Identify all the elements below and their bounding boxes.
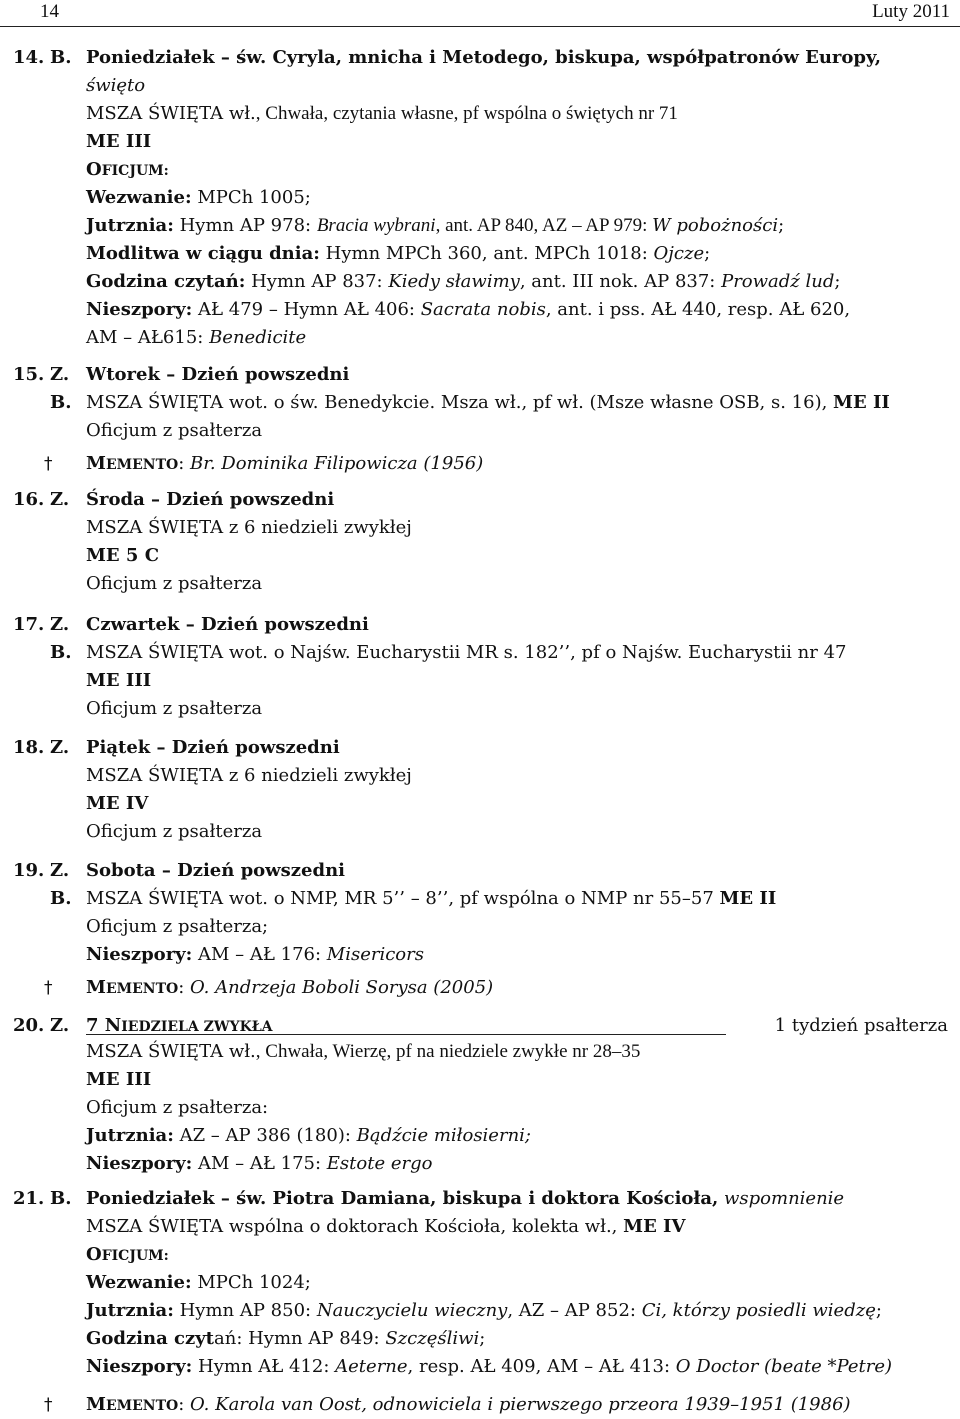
day-21-jutrznia: Jutrznia: Hymn AP 850: Nauczycielu wieczny, AZ – AP 852: Ci, którzy posiedli wiedzę; [86, 1300, 882, 1321]
nieszpory-label: Nieszpory: [86, 944, 193, 965]
me-label: ME III [86, 1069, 152, 1090]
day-rank: święto [86, 75, 146, 96]
wezwanie-text: MPCh 1005; [191, 187, 311, 208]
dagger-icon: † [44, 1395, 53, 1415]
day-14-am: AM – AŁ615: Benedicite [86, 327, 307, 348]
day-rank: wspomnienie [718, 1188, 845, 1209]
day-letter: B. [50, 1188, 72, 1209]
day-20-oficjum [0, 1096, 960, 1122]
day-letter: Z. [50, 737, 70, 758]
day-letter: Z. [50, 489, 70, 510]
day-20-heading [0, 1014, 960, 1040]
day-title: Poniedziałek – św. Cyryla, mnicha i Metodego, biskupa, współpatronów Europy, [86, 47, 881, 68]
day-15-heading [0, 363, 960, 389]
mass-text: , Chwała, Wierzę, pf na niedziele zwykłe nr 28–35 [255, 1041, 641, 1062]
heading-underline [86, 1034, 726, 1035]
day-number: 14. [13, 47, 45, 68]
day-21-oficjum [0, 1243, 960, 1269]
day-14-mass [0, 102, 960, 128]
oficjum-text: Oficjum z psałterza [86, 821, 263, 842]
mass-text: MSZA ŚWIĘTA wspólna o doktorach Kościoła, kolekta wł., [86, 1216, 624, 1237]
day-18-heading [0, 736, 960, 762]
day-title: Piątek – Dzień powszedni [86, 737, 340, 758]
oficjum-text: Oficjum z psałterza [86, 420, 263, 441]
memento-text: Br. Dominika Filipowicza (1956) [189, 453, 484, 474]
godzina-label: Godzina czytań: [86, 271, 246, 292]
nieszpory-label: Nieszpory: [86, 1153, 193, 1174]
oficjum-text: Oficjum z psałterza; [86, 916, 269, 937]
day-16-me [0, 544, 960, 570]
day-14-nieszpory: Nieszpory: AŁ 479 – Hymn AŁ 406: Sacrata nobis, ant. i pss. AŁ 440, resp. AŁ 620, [86, 299, 851, 320]
day-19-nieszpory: Nieszpory: AM – AŁ 176: Misericors [86, 944, 424, 965]
oficjum-text: Oficjum z psałterza [86, 573, 263, 594]
sunday-title-a: 7 N [86, 1015, 122, 1036]
day-number: 16. [13, 489, 45, 510]
mass-label: MSZA ŚWIĘTA wł. [86, 1041, 256, 1062]
day-21-mass [0, 1215, 960, 1241]
mass-label: MSZA ŚWIĘTA wł. [86, 103, 256, 124]
me-label: ME IV [623, 1216, 686, 1237]
jutrznia-label: Jutrznia: [86, 1300, 174, 1321]
day-14-wezwanie [0, 186, 960, 212]
day-14-oficjum [0, 158, 960, 184]
mass-text: MSZA ŚWIĘTA z 6 niedzieli zwykłej [86, 517, 412, 538]
day-letter: Z. [50, 614, 70, 635]
day-20-me [0, 1068, 960, 1094]
header-month: Luty 2011 [872, 1, 950, 22]
day-15-memento: † MEMENTO: Br. Dominika Filipowicza (1956) [44, 453, 484, 474]
nieszpory-label: Nieszpory: [86, 299, 193, 320]
wezwanie-text: MPCh 1024; [191, 1272, 311, 1293]
oficjum-rest: FICJUM: [101, 163, 169, 179]
day-number: 15. [13, 364, 45, 385]
day-18-oficjum [0, 820, 960, 846]
day-16-mass [0, 516, 960, 542]
day-letter: Z. [50, 860, 70, 881]
me-label: ME III [86, 131, 152, 152]
day-number: 19. [13, 860, 45, 881]
godzina-label: Godzina czyt [86, 1328, 214, 1349]
day-letter: Z. [50, 364, 70, 385]
day-14-rank [0, 74, 960, 100]
day-21-godzina: Godzina czytań: Hymn AP 849: Szczęśliwi; [86, 1328, 486, 1349]
page-number: 14 [40, 1, 59, 22]
day-15-oficjum [0, 419, 960, 445]
day-21-heading [0, 1187, 960, 1213]
day-number: 18. [13, 737, 45, 758]
memento-text: O. Andrzeja Boboli Sorysa (2005) [189, 977, 494, 998]
sunday-title-b: IEDZIELA ZWYKŁA [121, 1019, 273, 1035]
jutrznia-label: Jutrznia: [86, 1125, 174, 1146]
day-number: 17. [13, 614, 45, 635]
day-title: Środa – Dzień powszedni [86, 489, 335, 510]
day-16-heading [0, 488, 960, 514]
mass-text: MSZA ŚWIĘTA wot. o św. Benedykcie. Msza wł., pf wł. (Msze własne OSB, s. 16), [86, 392, 834, 413]
day-letter: B. [50, 888, 72, 909]
day-19-mass [0, 887, 960, 913]
mass-text: , Chwała, czytania własne, pf wspólna o świętych nr 71 [255, 103, 678, 124]
day-20-jutrznia: Jutrznia: AZ – AP 386 (180): Bądźcie miłosierni; [86, 1125, 531, 1146]
modlitwa-label: Modlitwa w ciągu dnia: [86, 243, 320, 264]
day-18-mass [0, 764, 960, 790]
psalter-week: 1 tydzień psałterza [774, 1015, 948, 1036]
day-18-me [0, 792, 960, 818]
day-21-wezwanie [0, 1271, 960, 1297]
mass-text: MSZA ŚWIĘTA wot. o NMP, MR 5’’ – 8’’, pf wspólna o NMP nr 55–57 [86, 888, 720, 909]
oficjum-text: Oficjum z psałterza [86, 698, 263, 719]
oficjum-initial: O [86, 1244, 102, 1265]
dagger-icon: † [44, 978, 53, 998]
me-label: ME IV [86, 793, 149, 814]
day-title: Poniedziałek – św. Piotra Damiana, biskupa i doktora Kościoła, [86, 1188, 719, 1209]
day-20-nieszpory: Nieszpory: AM – AŁ 175: Estote ergo [86, 1153, 433, 1174]
day-17-heading [0, 613, 960, 639]
mass-text: MSZA ŚWIĘTA z 6 niedzieli zwykłej [86, 765, 412, 786]
jutrznia-label: Jutrznia: [86, 215, 174, 236]
me-label: ME II [833, 392, 890, 413]
page-header [0, 0, 960, 27]
day-14-heading [0, 46, 960, 72]
me-label: ME II [719, 888, 777, 909]
day-letter: B. [50, 47, 72, 68]
day-19-memento: † MEMENTO: O. Andrzeja Boboli Sorysa (2005) [44, 977, 494, 998]
day-letter: Z. [50, 1015, 70, 1036]
day-14-me [0, 130, 960, 156]
wezwanie-label: Wezwanie: [86, 187, 192, 208]
oficjum-text: Oficjum z psałterza: [86, 1097, 269, 1118]
day-20-mass [0, 1040, 960, 1066]
day-14-jutrznia: Jutrznia: Hymn AP 978: Bracia wybrani, ant. AP 840, AZ – AP 979: W pobożności; [86, 215, 785, 236]
memento-text: O. Karola van Oost, odnowiciela i pierwszego przeora 1939–1951 (1986) [189, 1394, 851, 1415]
day-14-modlitwa: Modlitwa w ciągu dnia: Hymn MPCh 360, ant. MPCh 1018: Ojcze; [86, 243, 711, 264]
day-letter: B. [50, 642, 72, 663]
day-19-heading [0, 859, 960, 885]
me-label: ME 5 C [86, 545, 160, 566]
day-17-me [0, 669, 960, 695]
oficjum-rest: FICJUM: [101, 1248, 169, 1264]
me-label: ME III [86, 670, 152, 691]
mass-text: MSZA ŚWIĘTA wot. o Najśw. Eucharystii MR s. 182’’, pf o Najśw. Eucharystii nr 47 [86, 642, 847, 663]
day-title: Czwartek – Dzień powszedni [86, 614, 369, 635]
dagger-icon: † [44, 454, 53, 474]
day-14-godzina: Godzina czytań: Hymn AP 837: Kiedy sławimy, ant. III nok. AP 837: Prowadź lud; [86, 271, 841, 292]
day-title: Wtorek – Dzień powszedni [86, 364, 350, 385]
day-number: 21. [13, 1188, 45, 1209]
wezwanie-label: Wezwanie: [86, 1272, 192, 1293]
day-19-oficjum [0, 915, 960, 941]
day-17-mass [0, 641, 960, 667]
day-21-nieszpory: Nieszpory: Hymn AŁ 412: Aeterne, resp. AŁ 409, AM – AŁ 413: O Doctor (beate *Petre) [86, 1356, 893, 1377]
day-title: Sobota – Dzień powszedni [86, 860, 345, 881]
day-21-memento: † MEMENTO: O. Karola van Oost, odnowiciela i pierwszego przeora 1939–1951 (1986) [44, 1394, 851, 1415]
day-16-oficjum [0, 572, 960, 598]
day-letter: B. [50, 392, 72, 413]
day-17-oficjum [0, 697, 960, 723]
day-15-mass [0, 391, 960, 417]
oficjum-initial: O [86, 159, 102, 180]
nieszpory-label: Nieszpory: [86, 1356, 193, 1377]
day-number: 20. [13, 1015, 45, 1036]
